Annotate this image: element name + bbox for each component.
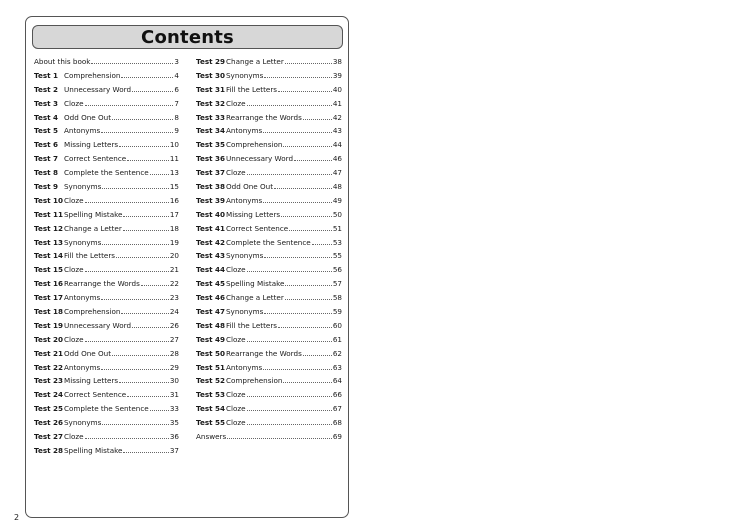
page-ref: 68	[332, 418, 342, 428]
contents-entry[interactable]	[34, 194, 179, 208]
contents-left-column	[34, 55, 179, 458]
page-ref: 66	[332, 390, 342, 400]
page-ref: 50	[332, 209, 342, 219]
contents-entry[interactable]	[34, 97, 179, 111]
dot-leader	[101, 361, 169, 370]
test-number: Test 50	[196, 348, 226, 358]
test-title: About this book	[34, 57, 91, 66]
test-title: Synonyms	[226, 307, 264, 317]
contents-entry[interactable]	[34, 152, 179, 166]
test-number: Test 39	[196, 195, 226, 205]
contents-entry[interactable]	[34, 236, 179, 250]
page-ref: 53	[332, 237, 342, 247]
dot-leader	[127, 152, 169, 161]
page-ref: 4	[174, 70, 179, 80]
page-ref: 46	[332, 154, 342, 164]
test-title: Complete the Sentence	[226, 237, 311, 247]
page-ref: 40	[332, 84, 342, 94]
dot-leader	[85, 194, 169, 203]
contents-entry[interactable]	[34, 263, 179, 277]
contents-entry[interactable]	[196, 208, 342, 222]
test-title: Cloze	[226, 334, 246, 344]
test-title: Unnecessary Word	[64, 320, 132, 330]
contents-entry[interactable]	[34, 361, 179, 375]
dot-leader	[247, 402, 332, 411]
page-ref: 18	[169, 223, 179, 233]
dot-leader	[264, 69, 332, 78]
dot-leader	[247, 166, 332, 175]
contents-entry[interactable]	[196, 236, 342, 250]
test-number: Test 15	[34, 265, 64, 275]
test-title: Unnecessary Word	[64, 84, 132, 94]
test-number: Test 30	[196, 70, 226, 80]
test-title: Cloze	[226, 168, 246, 178]
test-title: Cloze	[226, 265, 246, 275]
page-ref: 67	[332, 404, 342, 414]
dot-leader	[303, 111, 332, 120]
test-number: Test 19	[34, 320, 64, 330]
contents-entry[interactable]	[196, 416, 342, 430]
page-ref: 27	[169, 334, 179, 344]
contents-entry[interactable]	[196, 138, 342, 152]
test-title: Odd One Out	[64, 112, 112, 122]
contents-entry[interactable]	[34, 416, 179, 430]
contents-entry[interactable]	[196, 83, 342, 97]
test-title: Cloze	[64, 334, 84, 344]
dot-leader	[85, 263, 169, 272]
contents-entry[interactable]	[196, 333, 342, 347]
dot-leader	[274, 180, 332, 189]
page-ref: 58	[332, 293, 342, 303]
test-title: Correct Sentence	[64, 390, 127, 400]
page-ref: 36	[169, 432, 179, 442]
test-number: Test 45	[196, 279, 226, 289]
test-number: Test 1	[34, 70, 59, 80]
test-title: Cloze	[64, 195, 84, 205]
page-ref: 28	[169, 348, 179, 358]
contents-entry[interactable]	[196, 249, 342, 263]
contents-entry[interactable]	[196, 430, 342, 444]
test-number: Test 42	[196, 237, 226, 247]
page-ref: 7	[174, 98, 179, 108]
test-title: Change a Letter	[226, 293, 284, 303]
test-number: Test 41	[196, 223, 226, 233]
page-ref: 33	[169, 404, 179, 414]
test-number: Test 24	[34, 390, 64, 400]
dot-leader	[123, 444, 168, 453]
test-number: Test 54	[196, 404, 226, 414]
test-number: Test 28	[34, 445, 64, 455]
page-ref: 10	[169, 140, 179, 150]
contents-entry[interactable]	[196, 291, 342, 305]
test-title: Synonyms	[64, 237, 102, 247]
test-number: Test 4	[34, 112, 59, 122]
test-title: Antonyms	[64, 126, 101, 136]
dot-leader	[150, 402, 169, 411]
page-ref: 48	[332, 182, 342, 192]
dot-leader	[281, 208, 332, 217]
test-title: Unnecessary Word	[226, 154, 294, 164]
page-ref: 13	[169, 168, 179, 178]
dot-leader	[283, 374, 331, 383]
test-title: Fill the Letters	[226, 320, 278, 330]
contents-entry[interactable]	[34, 319, 179, 333]
dot-leader	[132, 83, 173, 92]
dot-leader	[119, 138, 169, 147]
test-number: Test 10	[34, 195, 64, 205]
contents-heading-banner	[32, 25, 343, 49]
test-title: Cloze	[64, 432, 84, 442]
dot-leader	[102, 180, 169, 189]
dot-leader	[312, 236, 332, 245]
page-ref: 19	[169, 237, 179, 247]
dot-leader	[263, 194, 332, 203]
contents-entry[interactable]	[34, 83, 179, 97]
contents-entry[interactable]	[34, 291, 179, 305]
test-title: Comprehension	[64, 307, 121, 317]
test-number: Test 36	[196, 154, 226, 164]
test-number: Test 51	[196, 362, 226, 372]
test-title: Cloze	[226, 98, 246, 108]
test-number: Test 29	[196, 57, 226, 66]
page-ref: 21	[169, 265, 179, 275]
page-ref: 31	[169, 390, 179, 400]
test-title: Synonyms	[226, 70, 264, 80]
dot-leader	[247, 333, 332, 342]
contents-entry[interactable]	[34, 138, 179, 152]
page-ref: 61	[332, 334, 342, 344]
contents-entry[interactable]	[34, 444, 179, 458]
contents-entry[interactable]	[196, 402, 342, 416]
page-ref: 55	[332, 251, 342, 261]
test-number: Test 43	[196, 251, 226, 261]
dot-leader	[247, 263, 332, 272]
test-title: Synonyms	[64, 418, 102, 428]
dot-leader	[283, 138, 331, 147]
contents-entry[interactable]	[196, 194, 342, 208]
test-title: Change a Letter	[64, 223, 122, 233]
test-title: Spelling Mistake	[64, 209, 123, 219]
contents-entry[interactable]	[34, 277, 179, 291]
dot-leader	[263, 361, 332, 370]
dot-leader	[91, 55, 173, 64]
dot-leader	[264, 249, 332, 258]
dot-leader	[264, 305, 332, 314]
dot-leader	[85, 97, 174, 106]
test-number: Test 16	[34, 279, 64, 289]
test-number: Test 13	[34, 237, 64, 247]
page-ref: 3	[174, 57, 179, 66]
page-ref: 17	[169, 209, 179, 219]
contents-entry[interactable]	[196, 124, 342, 138]
test-title: Change a Letter	[226, 57, 284, 66]
page-ref: 44	[332, 140, 342, 150]
dot-leader	[141, 277, 169, 286]
dot-leader	[278, 83, 332, 92]
test-title: Rearrange the Words	[226, 348, 302, 358]
test-title: Antonyms	[226, 362, 263, 372]
test-title: Cloze	[226, 404, 246, 414]
page-ref: 47	[332, 168, 342, 178]
test-number: Test 52	[196, 376, 226, 386]
test-number: Test 49	[196, 334, 226, 344]
page-ref: 49	[332, 195, 342, 205]
test-number: Test 12	[34, 223, 64, 233]
test-number: Test 32	[196, 98, 226, 108]
test-number: Test 17	[34, 293, 64, 303]
page-ref: 56	[332, 265, 342, 275]
test-number: Test 9	[34, 182, 59, 192]
contents-entry[interactable]	[196, 222, 342, 236]
dot-leader	[112, 111, 173, 120]
dot-leader	[102, 236, 169, 245]
dot-leader	[294, 152, 332, 161]
test-number: Test 3	[34, 98, 59, 108]
page-ref: 38	[332, 57, 342, 66]
contents-entry[interactable]	[34, 69, 179, 83]
dot-leader	[127, 388, 169, 397]
test-number: Test 14	[34, 251, 64, 261]
dot-leader	[132, 319, 169, 328]
dot-leader	[102, 416, 169, 425]
test-title: Cloze	[226, 418, 246, 428]
dot-leader	[121, 305, 168, 314]
page-ref: 60	[332, 320, 342, 330]
test-number: Test 5	[34, 126, 59, 136]
page-ref: 22	[169, 279, 179, 289]
test-number: Test 38	[196, 182, 226, 192]
test-title: Missing Letters	[64, 140, 119, 150]
page-ref: 8	[174, 112, 179, 122]
contents-entry[interactable]	[34, 111, 179, 125]
page-ref: 37	[169, 445, 179, 455]
contents-entry[interactable]	[34, 374, 179, 388]
dot-leader	[247, 416, 332, 425]
test-title: Antonyms	[64, 362, 101, 372]
contents-entry[interactable]	[34, 249, 179, 263]
page-ref: 9	[174, 126, 179, 136]
contents-entry[interactable]	[196, 388, 342, 402]
test-number: Test 34	[196, 126, 226, 136]
test-number: Test 44	[196, 265, 226, 275]
contents-entry[interactable]	[34, 180, 179, 194]
test-number: Test 22	[34, 362, 64, 372]
contents-entry[interactable]	[34, 166, 179, 180]
test-title: Comprehension	[226, 376, 283, 386]
contents-entry[interactable]	[196, 180, 342, 194]
test-number: Test 20	[34, 334, 64, 344]
test-title: Synonyms	[226, 251, 264, 261]
test-number: Test 25	[34, 404, 64, 414]
page-ref: 11	[169, 154, 179, 164]
contents-entry[interactable]	[34, 55, 179, 69]
page-ref: 42	[332, 112, 342, 122]
page-ref: 51	[332, 223, 342, 233]
contents-entry[interactable]	[196, 111, 342, 125]
dot-leader	[85, 333, 169, 342]
test-number: Test 35	[196, 140, 226, 150]
page-ref: 57	[332, 279, 342, 289]
test-number: Test 33	[196, 112, 226, 122]
page-ref: 23	[169, 293, 179, 303]
page-ref: 6	[174, 84, 179, 94]
test-title: Antonyms	[226, 126, 263, 136]
dot-leader	[285, 277, 331, 286]
dot-leader	[247, 388, 332, 397]
test-title: Complete the Sentence	[64, 404, 149, 414]
test-number: Test 18	[34, 307, 64, 317]
test-title: Complete the Sentence	[64, 168, 149, 178]
page-ref: 16	[169, 195, 179, 205]
test-title: Antonyms	[64, 293, 101, 303]
test-title: Spelling Mistake	[64, 445, 123, 455]
test-title: Odd One Out	[226, 182, 274, 192]
contents-entry[interactable]	[196, 277, 342, 291]
test-title: Correct Sentence	[64, 154, 127, 164]
contents-entry[interactable]	[196, 97, 342, 111]
test-title: Answers	[196, 432, 227, 442]
test-title: Odd One Out	[64, 348, 112, 358]
dot-leader	[289, 222, 332, 231]
test-number: Test 8	[34, 168, 59, 178]
contents-entry[interactable]	[196, 69, 342, 83]
dot-leader	[119, 374, 169, 383]
test-title: Fill the Letters	[226, 84, 278, 94]
dot-leader	[263, 124, 332, 133]
contents-entry[interactable]	[196, 319, 342, 333]
test-number: Test 46	[196, 293, 226, 303]
page-ref: 35	[169, 418, 179, 428]
test-title: Fill the Letters	[64, 251, 116, 261]
test-title: Comprehension	[64, 70, 121, 80]
test-title: Cloze	[64, 265, 84, 275]
page-number: 2	[14, 513, 20, 522]
dot-leader	[101, 291, 169, 300]
dot-leader	[101, 124, 173, 133]
dot-leader	[112, 347, 169, 356]
contents-entry[interactable]	[196, 166, 342, 180]
test-number: Test 26	[34, 418, 64, 428]
test-title: Missing Letters	[64, 376, 119, 386]
contents-entry[interactable]	[196, 263, 342, 277]
page-ref: 69	[332, 432, 342, 442]
contents-entry[interactable]	[34, 305, 179, 319]
contents-entry[interactable]	[196, 347, 342, 361]
page-ref: 63	[332, 362, 342, 372]
test-number: Test 55	[196, 418, 226, 428]
test-number: Test 53	[196, 390, 226, 400]
test-number: Test 48	[196, 320, 226, 330]
test-title: Synonyms	[64, 182, 102, 192]
test-title: Antonyms	[226, 195, 263, 205]
test-number: Test 27	[34, 432, 64, 442]
page-ref: 64	[332, 376, 342, 386]
contents-entry[interactable]	[196, 152, 342, 166]
page-ref: 59	[332, 307, 342, 317]
page-ref: 20	[169, 251, 179, 261]
contents-entry[interactable]	[196, 361, 342, 375]
test-title: Cloze	[64, 98, 84, 108]
contents-entry[interactable]	[196, 305, 342, 319]
contents-entry[interactable]	[34, 347, 179, 361]
dot-leader	[116, 249, 169, 258]
dot-leader	[247, 97, 332, 106]
test-title: Rearrange the Words	[64, 279, 140, 289]
test-number: Test 31	[196, 84, 226, 94]
test-title: Spelling Mistake	[226, 279, 285, 289]
test-number: Test 40	[196, 209, 226, 219]
page-title: Contents	[141, 26, 234, 48]
page-ref: 26	[169, 320, 179, 330]
contents-entry[interactable]	[34, 222, 179, 236]
contents-entry[interactable]	[34, 124, 179, 138]
page-ref: 39	[332, 70, 342, 80]
page-ref: 30	[169, 376, 179, 386]
contents-entry[interactable]	[34, 430, 179, 444]
test-number: Test 6	[34, 140, 59, 150]
dot-leader	[85, 430, 169, 439]
contents-entry[interactable]	[34, 388, 179, 402]
dot-leader	[278, 319, 332, 328]
dot-leader	[121, 69, 173, 78]
page-ref: 15	[169, 182, 179, 192]
contents-entry[interactable]	[196, 374, 342, 388]
page-ref: 41	[332, 98, 342, 108]
test-number: Test 47	[196, 307, 226, 317]
test-number: Test 11	[34, 209, 64, 219]
contents-entry[interactable]	[196, 55, 342, 69]
dot-leader	[150, 166, 169, 175]
contents-entry[interactable]	[34, 208, 179, 222]
dot-leader	[123, 222, 169, 231]
dot-leader	[285, 55, 332, 64]
test-title: Comprehension	[226, 140, 283, 150]
test-title: Cloze	[226, 390, 246, 400]
page-ref: 24	[169, 307, 179, 317]
page-ref: 43	[332, 126, 342, 136]
page-ref: 29	[169, 362, 179, 372]
contents-entry[interactable]	[34, 402, 179, 416]
test-title: Rearrange the Words	[226, 112, 302, 122]
contents-right-column	[196, 55, 342, 444]
test-number: Test 37	[196, 168, 226, 178]
contents-entry[interactable]	[34, 333, 179, 347]
page-ref: 62	[332, 348, 342, 358]
test-number: Test 21	[34, 348, 64, 358]
test-number: Test 2	[34, 84, 59, 94]
dot-leader	[285, 291, 332, 300]
dot-leader	[227, 430, 332, 439]
test-number: Test 7	[34, 154, 59, 164]
test-number: Test 23	[34, 376, 64, 386]
dot-leader	[303, 347, 332, 356]
dot-leader	[123, 208, 168, 217]
test-title: Correct Sentence	[226, 223, 289, 233]
test-title: Missing Letters	[226, 209, 281, 219]
